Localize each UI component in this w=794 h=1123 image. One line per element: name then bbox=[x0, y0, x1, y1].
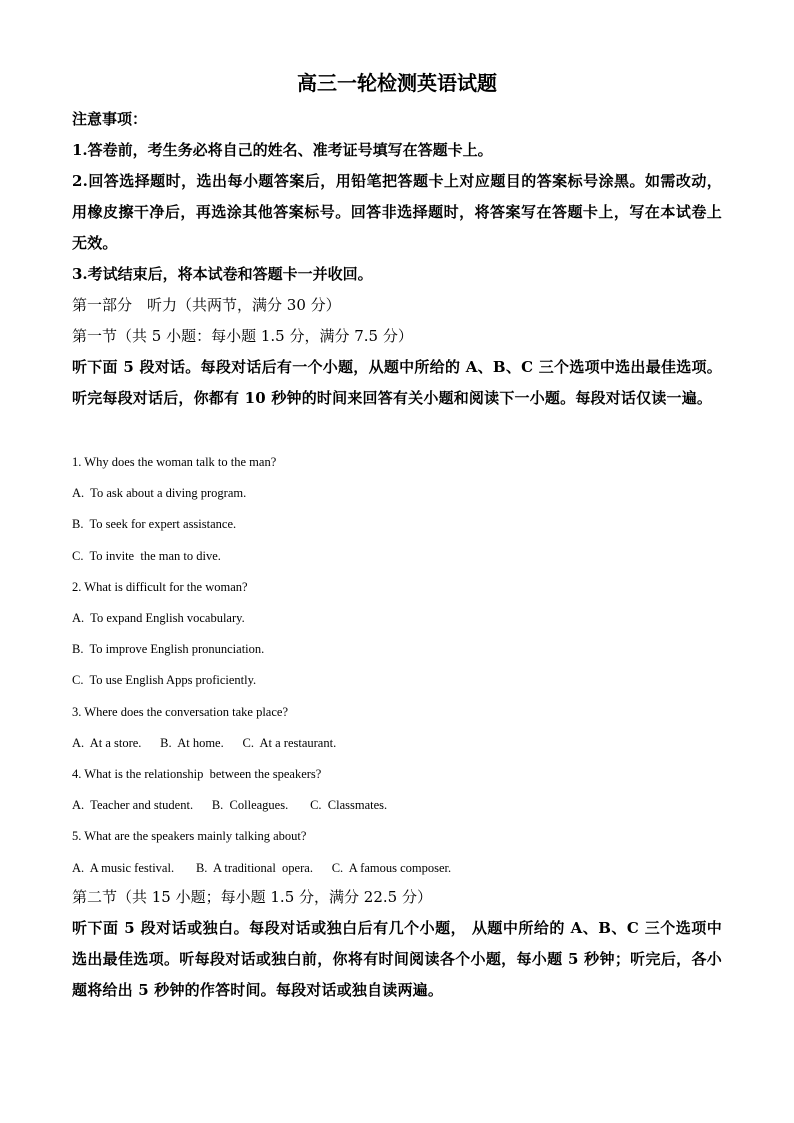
question-4-stem: 4. What is the relationship between the speakers? bbox=[72, 767, 322, 781]
notice-item-3: 3.考试结束后，将本试卷和答题卡一并收回。 bbox=[72, 265, 373, 283]
question-2-option-c: C. To use English Apps proficiently. bbox=[72, 673, 257, 687]
section2-heading: 第二节（共 15 小题；每小题 1.5 分，满分 22.5 分） bbox=[72, 888, 432, 906]
section1-heading: 第一节（共 5 小题：每小题 1.5 分，满分 7.5 分） bbox=[72, 327, 413, 345]
question-1-option-c: C. To invite the man to dive. bbox=[72, 549, 221, 563]
question-1-stem: 1. Why does the woman talk to the man? bbox=[72, 455, 277, 469]
question-3-stem: 3. Where does the conversation take place? bbox=[72, 705, 288, 719]
question-5-options: A. A music festival. B. A traditional opera. C. A famous composer. bbox=[72, 861, 452, 875]
section2-instructions: 听下面 5 段对话或独白。每段对话或独白后有几个小题， 从题中所给的 A、B、C 三个选项中选出最佳选项。听每段对话或独白前，你将有时间阅读各个小题，每小题 5 秒钟；听完后，各小题将给出 5 秒钟的作答时间。每段对话或独自读两遍。 bbox=[72, 919, 722, 999]
part1-heading: 第一部分 听力（共两节，满分 30 分） bbox=[72, 296, 341, 314]
question-2-stem: 2. What is difficult for the woman? bbox=[72, 580, 248, 594]
section1-instructions: 听下面 5 段对话。每段对话后有一个小题，从题中所给的 A、B、C 三个选项中选出最佳选项。听完每段对话后，你都有 10 秒钟的时间来回答有关小题和阅读下一小题。每段对话仅读一遍。 bbox=[72, 358, 722, 407]
question-1-option-a: A. To ask about a diving program. bbox=[72, 486, 247, 500]
question-2-option-a: A. To expand English vocabulary. bbox=[72, 611, 245, 625]
notice-heading: 注意事项： bbox=[72, 110, 148, 128]
page-title: 高三一轮检测英语试题 bbox=[297, 71, 497, 95]
notice-item-2: 2.回答选择题时，选出每小题答案后，用铅笔把答题卡上对应题目的答案标号涂黑。如需改动，用橡皮擦干净后，再选涂其他答案标号。回答非选择题时，将答案写在答题卡上，写在本试卷上无效。 bbox=[72, 172, 722, 252]
question-4-options: A. Teacher and student. B. Colleagues. C. Classmates. bbox=[72, 798, 388, 812]
question-2-option-b: B. To improve English pronunciation. bbox=[72, 642, 265, 656]
notice-item-1: 1.答卷前，考生务必将自己的姓名、准考证号填写在答题卡上。 bbox=[72, 141, 493, 159]
question-5-stem: 5. What are the speakers mainly talking about? bbox=[72, 829, 307, 843]
question-3-options: A. At a store. B. At home. C. At a restaurant. bbox=[72, 736, 337, 750]
question-1-option-b: B. To seek for expert assistance. bbox=[72, 517, 237, 531]
